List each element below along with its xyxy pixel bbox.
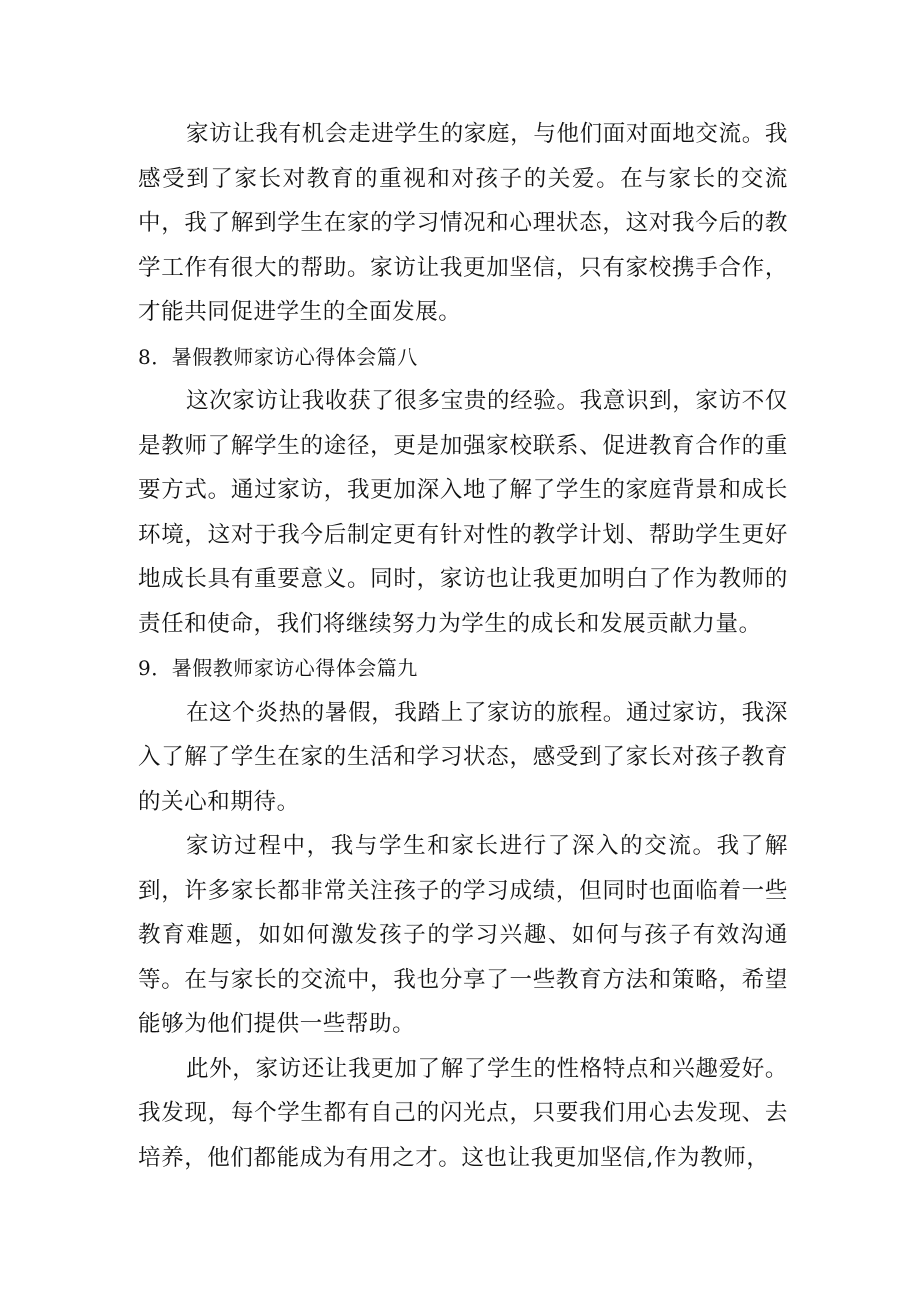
paragraph-section-9-intro: 在这个炎热的暑假，我踏上了家访的旅程。通过家访，我深入了解了学生在家的生活和学习状态，感受到了家长对孩子教育的关心和期待。 xyxy=(138,699,788,815)
section-heading-9: 9．暑假教师家访心得体会篇九 xyxy=(138,656,418,680)
paragraph-section-9-process: 家访过程中，我与学生和家长进行了深入的交流。我了解到，许多家长都非常关注孩子的学习成绩，但同时也面临着一些教育难题，如如何激发孩子的学习兴趣、如何与孩子有效沟通等。在与家长的交流中，我也分享了一些教育方法和策略，希望能够为他们提供一些帮助。 xyxy=(138,833,788,1037)
paragraph-section-8: 这次家访让我收获了很多宝贵的经验。我意识到，家访不仅是教师了解学生的途径，更是加强家校联系、促进教育合作的重要方式。通过家访，我更加深入地了解了学生的家庭背景和成长环境，这对于我今后制定更有针对性的教学计划、帮助学生更好地成长具有重要意义。同时，家访也让我更加明白了作为教师的责任和使命，我们将继续努力为学生的成长和发展贡献力量。 xyxy=(138,388,788,637)
document-body xyxy=(138,112,788,1180)
section-heading-8: 8．暑假教师家访心得体会篇八 xyxy=(138,344,418,369)
paragraph-section-9-more: 此外，家访还让我更加了解了学生的性格特点和兴趣爱好。我发现，每个学生都有自己的闪光点，只要我们用心去发现、去培养，他们都能成为有用之才。这也让我更加坚信,作为教师， xyxy=(138,1055,788,1171)
paragraph-home-visit-intro: 家访让我有机会走进学生的家庭，与他们面对面地交流。我感受到了家长对教育的重视和对孩子的关爱。在与家长的交流中，我了解到学生在家的学习情况和心理状态，这对我今后的教学工作有很大的帮助。家访让我更加坚信，只有家校携手合作，才能共同促进学生的全面发展。 xyxy=(138,121,788,325)
